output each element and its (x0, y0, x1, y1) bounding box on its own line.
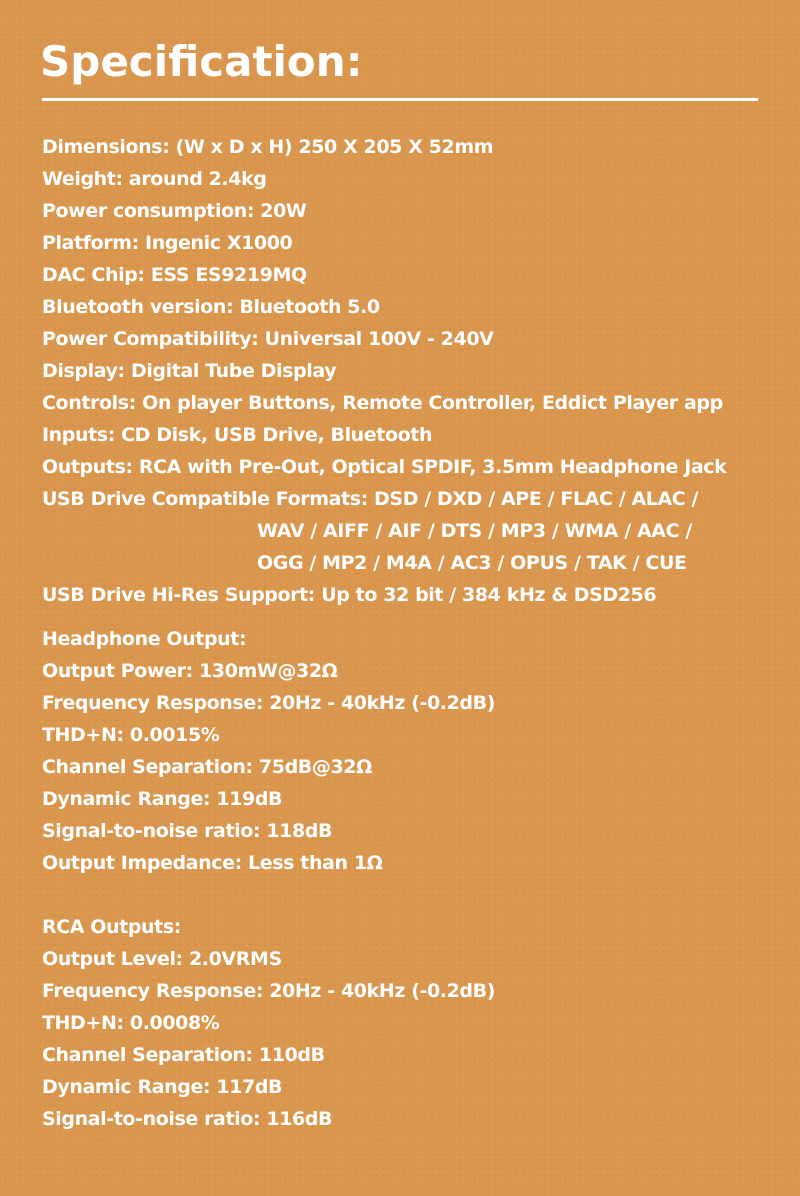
spec-usb-formats: USB Drive Compatible Formats: DSD / DXD / APE / FLAC / ALAC / (42, 488, 699, 510)
spec-hp-snr: Signal-to-noise ratio: 118dB (42, 820, 333, 842)
spec-usb-formats-cont-2: OGG / MP2 / M4A / AC3 / OPUS / TAK / CUE (257, 552, 687, 574)
spec-usb-hires: USB Drive Hi-Res Support: Up to 32 bit / 384 kHz & DSD256 (42, 584, 657, 606)
spec-rca-output-level: Output Level: 2.0VRMS (42, 948, 282, 970)
spec-display: Display: Digital Tube Display (42, 360, 337, 382)
spec-rca-channel-separation: Channel Separation: 110dB (42, 1044, 325, 1066)
spec-dac-chip: DAC Chip: ESS ES9219MQ (42, 264, 307, 286)
spec-platform: Platform: Ingenic X1000 (42, 232, 293, 254)
spec-rca-dynamic-range: Dynamic Range: 117dB (42, 1076, 283, 1098)
spec-rca-thdn: THD+N: 0.0008% (42, 1012, 220, 1034)
spec-rca-snr: Signal-to-noise ratio: 116dB (42, 1108, 333, 1130)
spec-hp-frequency-response: Frequency Response: 20Hz - 40kHz (-0.2dB) (42, 692, 495, 714)
spec-rca-frequency-response: Frequency Response: 20Hz - 40kHz (-0.2dB) (42, 980, 495, 1002)
spec-hp-thdn: THD+N: 0.0015% (42, 724, 220, 746)
spec-weight: Weight: around 2.4kg (42, 168, 267, 190)
spec-inputs: Inputs: CD Disk, USB Drive, Bluetooth (42, 424, 433, 446)
spec-controls: Controls: On player Buttons, Remote Controller, Eddict Player app (42, 392, 723, 414)
general-specs (42, 131, 782, 611)
spec-outputs: Outputs: RCA with Pre-Out, Optical SPDIF, 3.5mm Headphone Jack (42, 456, 727, 478)
spec-hp-output-power: Output Power: 130mW@32Ω (42, 660, 338, 682)
spec-bluetooth-version: Bluetooth version: Bluetooth 5.0 (42, 296, 380, 318)
spec-dimensions: Dimensions: (W x D x H) 250 X 205 X 52mm (42, 136, 494, 158)
spec-hp-dynamic-range: Dynamic Range: 119dB (42, 788, 283, 810)
title-divider (42, 98, 758, 101)
rca-specs (42, 911, 782, 1135)
spec-hp-output-impedance: Output Impedance: Less than 1Ω (42, 852, 383, 874)
spec-usb-formats-cont-1: WAV / AIFF / AIF / DTS / MP3 / WMA / AAC / (257, 520, 692, 542)
spec-hp-channel-separation: Channel Separation: 75dB@32Ω (42, 756, 372, 778)
headphone-specs (42, 623, 782, 879)
section-heading-headphone: Headphone Output: (42, 628, 247, 650)
page-title: Specification: (40, 37, 363, 86)
spec-power-compatibility: Power Compatibility: Universal 100V - 240V (42, 328, 494, 350)
section-heading-rca: RCA Outputs: (42, 916, 181, 938)
spec-power-consumption: Power consumption: 20W (42, 200, 307, 222)
